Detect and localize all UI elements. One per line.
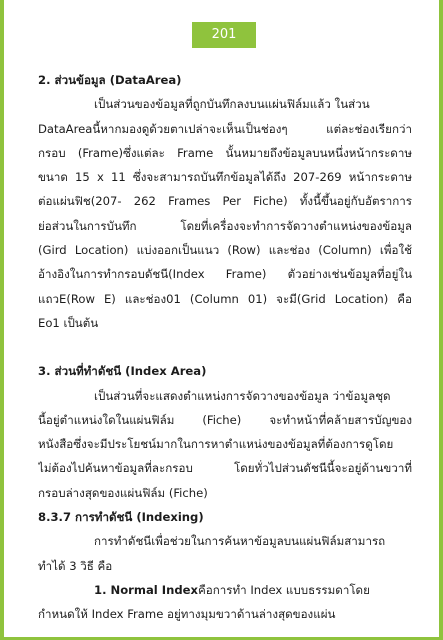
paragraph-line: (Gird Location) แบ่งออกเป็นแนว (Row) และช่อง (Column) เพื่อใช้ — [38, 243, 412, 258]
paragraph-line: หนังสือซึ่งจะมีประโยชน์มากในการหาตำแหน่งของข้อมูลที่ต้องการดูโดย — [38, 437, 394, 452]
paragraph-line: ย่อส่วนในการบันทึก โดยที่เครื่องจะทำการจัดวางตำแหน่งของข้อมูล — [38, 218, 412, 233]
list-item-text: คือการทำ Index แบบธรรมดาโดย — [198, 582, 370, 597]
paragraph-line: ไม่ต้องไปค้นหาข้อมูลที่ละกรอบ โดยทั่วไปส่วนดัชนีนี้จะอยู่ด้านขวาที่ — [38, 461, 412, 476]
page-border-left — [0, 0, 4, 640]
paragraph-line: อ้างอิงในการทำกรอบดัชนี(Index Frame) ตัวอย่างเช่นข้อมูลที่อยู่ใน — [38, 267, 412, 282]
section-heading: 3. ส่วนที่ทำดัชนี (Index Area) — [38, 364, 207, 379]
paragraph-line: กรอบล่างสุดของแผ่นฟิล์ม (Fiche) — [38, 485, 208, 500]
page-number: 201 — [192, 22, 256, 48]
paragraph-line: ทำได้ 3 วิธี คือ — [38, 558, 113, 573]
paragraph-line: กำหนดให้ Index Frame อยู่ทางมุมขวาด้านล่างสุดของแผ่น — [38, 607, 336, 622]
paragraph-line: Eo1 เป็นต้น — [38, 315, 99, 330]
paragraph-line: ขนาด 15 x 11 ซึ่งจะสามารถบันทึกข้อมูลได้ถึง 207-269 หน้ากระดาษ — [38, 170, 412, 185]
paragraph-line: กรอบ (Frame)ซึ่งแต่ละ Frame นั้นหมายถึงข้อมูลบนหนึ่งหน้ากระดาษ — [38, 145, 412, 160]
page-border-right — [439, 0, 443, 640]
paragraph-line: นี้อยู่ตำแหน่งใดในแผ่นฟิล์ม (Fiche) จะทำหน้าที่คล้ายสารบัญของ — [38, 412, 412, 427]
list-item — [38, 578, 412, 602]
paragraph-line: การทำดัชนีเพื่อช่วยในการค้นหาข้อมูลบนแผ่นฟิล์มสามารถ — [94, 534, 386, 549]
paragraph-line: DataAreaนี้หากมองดูด้วยตาเปล่าจะเห็นเป็นช่องๆ แต่ละช่องเรียกว่า — [38, 121, 412, 136]
section-spacer — [38, 335, 412, 359]
paragraph-line: เป็นส่วนที่จะแสดงตำแหน่งการจัดวางของข้อมูล ว่าข้อมูลชุด — [94, 388, 391, 403]
paragraph-line: ต่อแผ่นฟิช(207- 262 Frames Per Fiche) ทั้งนี้ขึ้นอยู่กับอัตราการ — [38, 194, 412, 209]
list-item-label: 1. Normal Index — [94, 582, 199, 597]
paragraph-line: เป็นส่วนของข้อมูลที่ถูกบันทึกลงบนแผ่นฟิล์มแล้ว ในส่วน — [94, 97, 370, 112]
section-heading: 8.3.7 การทำดัชนี (Indexing) — [38, 510, 204, 525]
page-content — [38, 68, 412, 627]
paragraph-line: แถวE(Row E) และช่อง01 (Column 01) จะมี(Grid Location) คือ — [38, 291, 412, 306]
section-heading: 2. ส่วนข้อมูล (DataArea) — [38, 73, 182, 87]
